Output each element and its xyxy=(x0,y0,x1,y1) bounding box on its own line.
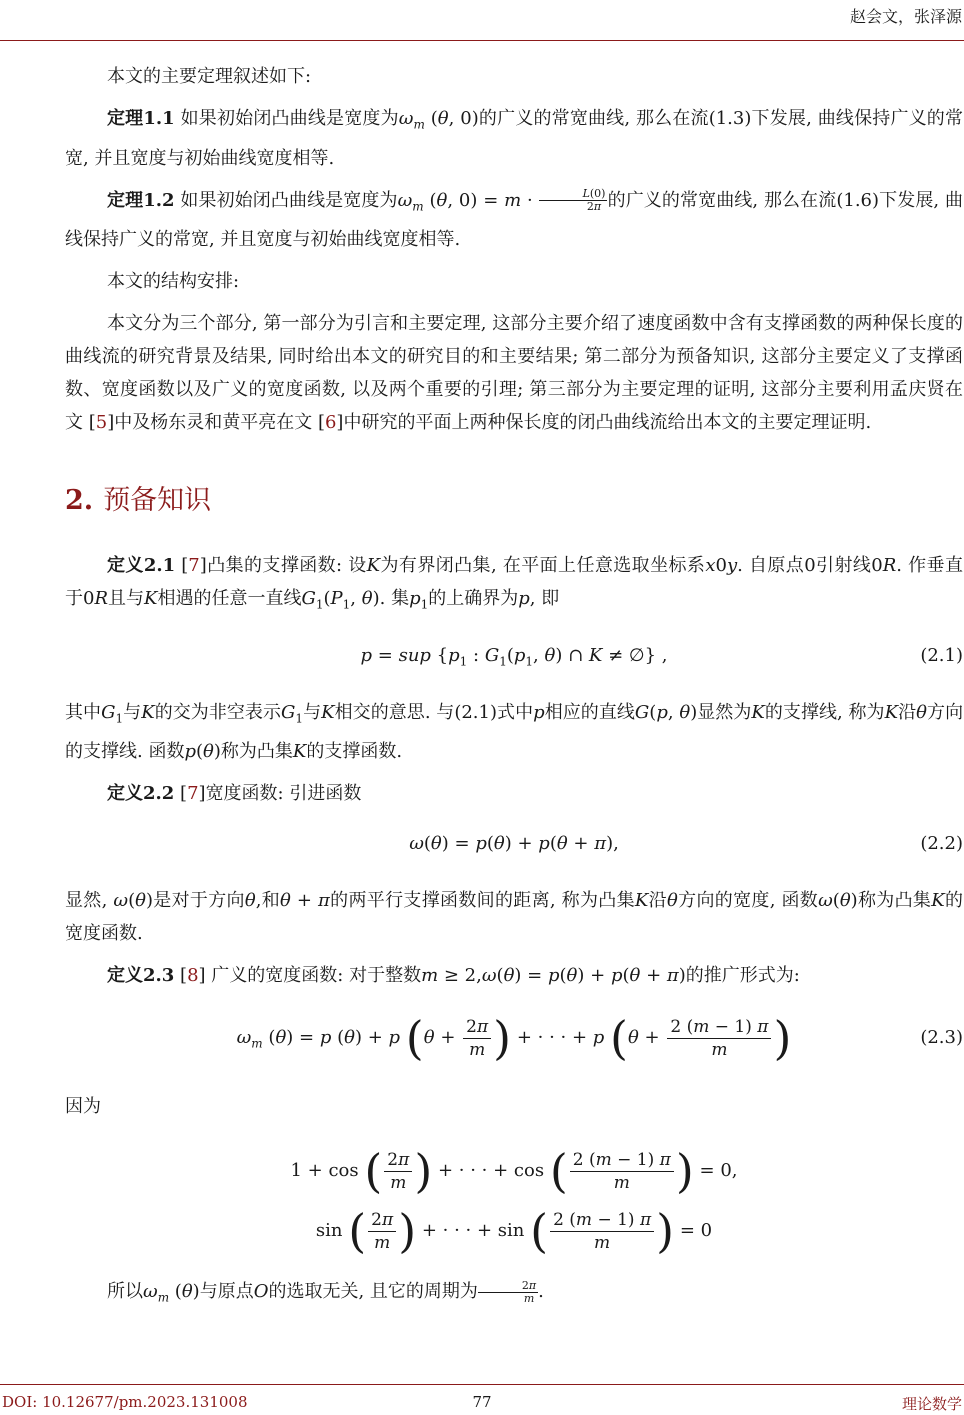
period-conclusion: 所以$\omega_m$ (θ)与原点O的选取无关, 且它的周期为 $\frac{2\pi}{m}$ . xyxy=(107,1278,544,1305)
cos-identity: 1 + cos ( $\frac{2\pi}{m}$ ) + · · · + cos ( $\frac{2 (m - 1) \pi}{m}$ ) = 0, xyxy=(290,1144,738,1199)
identity-equations xyxy=(65,1141,963,1261)
theorem-1-1-label: 定理1.1 xyxy=(107,108,175,129)
sin-identity: sin ( $\frac{2\pi}{m}$ ) + · · · + sin ( $\frac{2 (m - 1) \pi}{m}$ ) = 0 xyxy=(315,1204,713,1259)
page-content xyxy=(65,60,963,1315)
page-header xyxy=(0,0,964,41)
definition-2-3-label: 定义2.3 xyxy=(107,965,175,987)
definition-2-1: 定义2.1 [7]凸集的支撑函数: 设K为有界闭凸集, 在平面上任意选取坐标系x0y. 自原点0引射线0R. 作垂直于0R且与K相遇的任意一直线$G_1(P_1$, θ). 集$p_1$的上确界为p, 即 xyxy=(65,555,963,612)
page-number: 77 xyxy=(472,1393,492,1411)
definition-2-3: 定义2.3 [8] 广义的宽度函数: 对于整数m ≥ 2,ω(θ) = p(θ) + p(θ + π)的推广形式为: xyxy=(107,965,800,987)
equation-number: (2.2) xyxy=(920,833,963,855)
citation-link[interactable]: 5 xyxy=(95,412,108,434)
definition-2-1-remark: 其中$G_1$与K的交为非空表示$G_1$与K相交的意思. 与(2.1)式中p相应的直线G(p, θ)显然为K的支撑线, 称为K沿θ方向的支撑线. 函数p(θ)称为凸集K的支撑函数. xyxy=(65,701,964,763)
header-authors: 赵会文，张泽源 xyxy=(849,7,962,26)
citation-link[interactable]: 7 xyxy=(188,555,200,577)
equation-2-1: p = sup {$p_1$ : $G_1(p_1$, θ) ∩ K ≠ ∅} , (2.1) xyxy=(65,636,963,676)
page-footer xyxy=(0,1384,964,1415)
intro-lead: 本文的主要定理叙述如下: xyxy=(107,66,312,87)
equation-2-2: ω(θ) = p(θ) + p(θ + π), (2.2) xyxy=(65,824,963,864)
citation-link[interactable]: 7 xyxy=(187,783,199,805)
citation-link[interactable]: 8 xyxy=(187,965,199,987)
equation-number: (2.3) xyxy=(920,1027,963,1049)
definition-2-2: 定义2.2 [7]宽度函数: 引进函数 xyxy=(107,783,362,805)
theorem-1-2-label: 定理1.2 xyxy=(107,189,175,211)
journal-name: 理论数学 xyxy=(901,1395,962,1413)
theorem-1-1: 定理1.1 如果初始闭凸曲线是宽度为$\omega_m$ (θ, 0)的广义的常宽曲线, 那么在流(1.3)下发展, 曲线保持广义的常宽, 并且宽度与初始曲线宽度相等. xyxy=(65,108,963,169)
because-text: 因为 xyxy=(65,1096,101,1118)
theorem-1-2: 定理1.2 如果初始闭凸曲线是宽度为$\omega_m$ (θ, 0) = m · $\frac{L(0)}{2\pi}$ 的广义的常宽曲线, 那么在流(1.6)下发展, 曲线保持广义的常宽, 并且宽度与初始曲线宽度相等. xyxy=(65,187,963,251)
equation-number: (2.1) xyxy=(920,644,963,666)
definition-2-2-remark: 显然, ω(θ)是对于方向θ,和θ + π的两平行支撑函数间的距离, 称为凸集K沿θ方向的宽度, 函数ω(θ)称为凸集K的宽度函数. xyxy=(65,890,964,945)
citation-link[interactable]: 6 xyxy=(324,412,337,434)
structure-paragraph: 本文分为三个部分, 第一部分为引言和主要定理, 这部分主要介绍了速度函数中含有支撑函数的两种保长度的曲线流的研究背景及结果, 同时给出本文的研究目的和主要结果; 第二部分为预备知识, 这部分主要定义了支撑函数、宽度函数以及广义的宽度函数, 以及两个重要的引理; 第三部分为主要定理的证明, 这部分主要利用孟庆贤在文 [5]中及杨东灵和黄平亮在文 [6]中研究的平面上两种保长度的闭凸曲线流给出本文的主要定理证明. xyxy=(65,313,963,434)
section-heading: 2. 预备知识 xyxy=(65,485,212,517)
equation-2-3: $\omega_m$ (θ) = p (θ) + p (θ + $\frac{2\pi}{m}$ ) + · · · + p (θ + $\frac{2 (m - 1) \pi}{m}$ ) (2.3) xyxy=(65,1006,963,1070)
definition-2-2-label: 定义2.2 xyxy=(107,783,175,805)
doi-link[interactable]: DOI: 10.12677/pm.2023.131008 xyxy=(2,1393,248,1411)
definition-2-1-label: 定义2.1 xyxy=(107,555,176,577)
structure-lead: 本文的结构安排: xyxy=(107,271,240,293)
